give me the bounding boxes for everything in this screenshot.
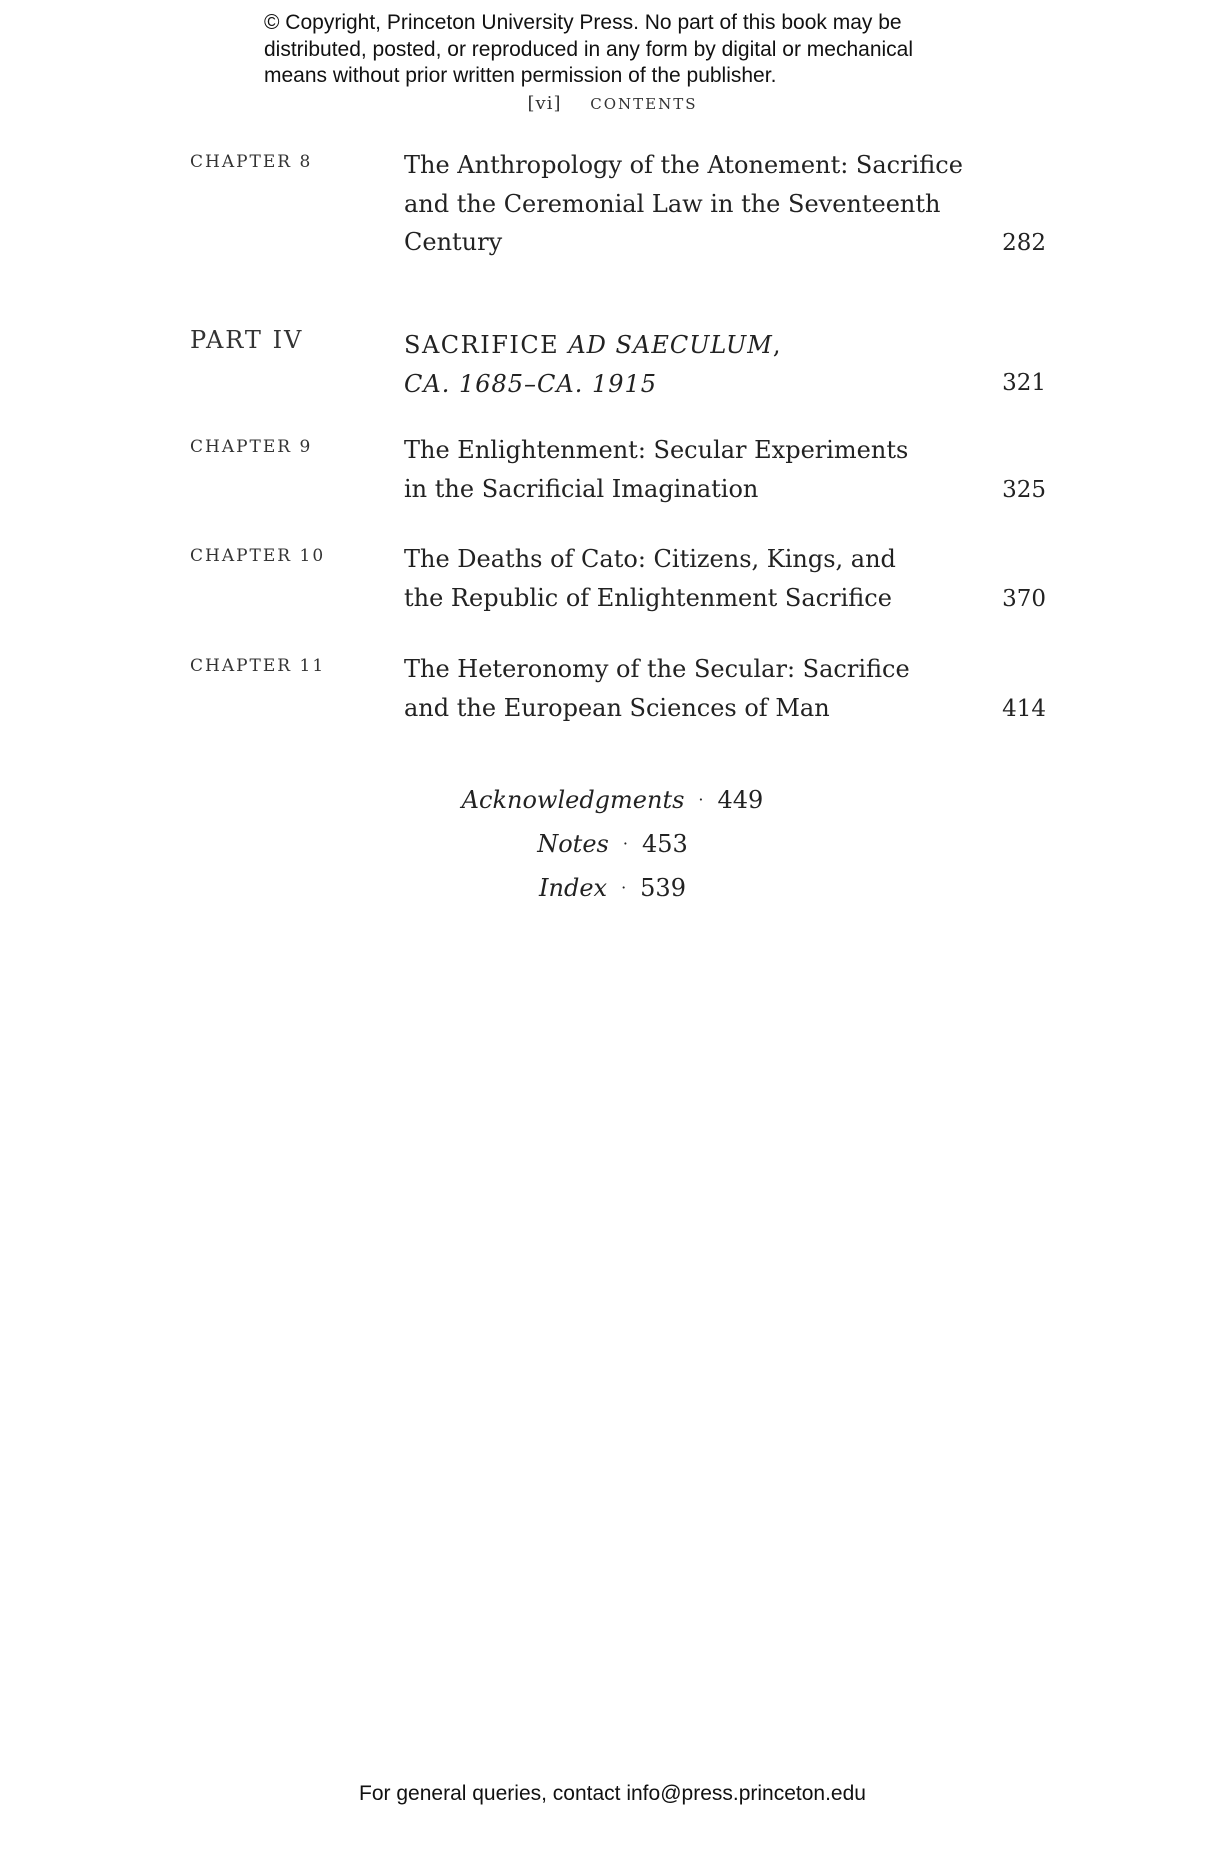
separator-dot: · [622, 834, 628, 853]
backmatter-label: Notes [537, 830, 609, 858]
chapter-title-line: in the Sacrificial Imagination [404, 474, 759, 503]
chapter-label: CHAPTER 10 [190, 546, 326, 566]
backmatter-acknowledgments [0, 786, 1225, 814]
chapter-title-line: The Enlightenment: Secular Experiments [404, 436, 909, 464]
chapter-title [404, 431, 964, 508]
chapter-label: CHAPTER 9 [190, 437, 313, 457]
part-title-roman: SACRIFICE [404, 331, 569, 359]
page-number: 325 [1002, 477, 1046, 503]
chapter-title-line: and the European Sciences of Man [404, 693, 830, 722]
chapter-label: CHAPTER 8 [190, 152, 313, 172]
running-head [0, 93, 1225, 114]
part-title [404, 326, 964, 403]
chapter-label: CHAPTER 11 [190, 656, 326, 676]
running-head-title: CONTENTS [590, 95, 698, 113]
chapter-title-line: Century [404, 228, 503, 256]
part-title-dates: CA. 1685–CA. 1915 [404, 369, 658, 398]
copyright-line-2: distributed, posted, or reproduced in any form by digital or mechanical [264, 37, 914, 61]
page-number: 321 [1002, 370, 1046, 396]
part-title-comma: , [772, 331, 781, 359]
chapter-title-line: The Heteronomy of the Secular: Sacrifice [404, 655, 910, 683]
part-title-italic: AD SAECULUM [568, 331, 773, 359]
chapter-title [404, 146, 964, 262]
backmatter-notes [0, 830, 1225, 858]
separator-dot: · [698, 790, 704, 809]
chapter-title-line: and the Ceremonial Law in the Seventeenth [404, 189, 941, 218]
footer-contact: For general queries, contact info@press.princeton.edu [359, 1782, 866, 1805]
page-number: 449 [717, 786, 764, 814]
copyright-line-3: means without prior written permission of the publisher. [264, 64, 777, 87]
part-label: PART IV [190, 326, 304, 354]
separator-dot: · [621, 878, 627, 897]
page-number: 370 [1002, 586, 1046, 612]
backmatter-label: Index [539, 874, 608, 902]
backmatter-index [0, 874, 1225, 902]
backmatter-label: Acknowledgments [461, 786, 685, 814]
page-number: 539 [640, 874, 686, 902]
page-number: 282 [1002, 230, 1046, 256]
chapter-title-line: The Deaths of Cato: Citizens, Kings, and [404, 545, 896, 573]
chapter-title [404, 540, 964, 617]
page-number: 453 [641, 830, 688, 858]
page-number: 414 [1002, 696, 1046, 722]
copyright-notice [264, 10, 984, 90]
page-folio: [vi] [527, 93, 562, 114]
copyright-line-1: © Copyright, Princeton University Press. No part of this book may be [264, 11, 902, 34]
chapter-title-line: the Republic of Enlightenment Sacrifice [404, 583, 892, 612]
chapter-title [404, 650, 964, 727]
chapter-title-line: The Anthropology of the Atonement: Sacrifice [404, 151, 963, 179]
